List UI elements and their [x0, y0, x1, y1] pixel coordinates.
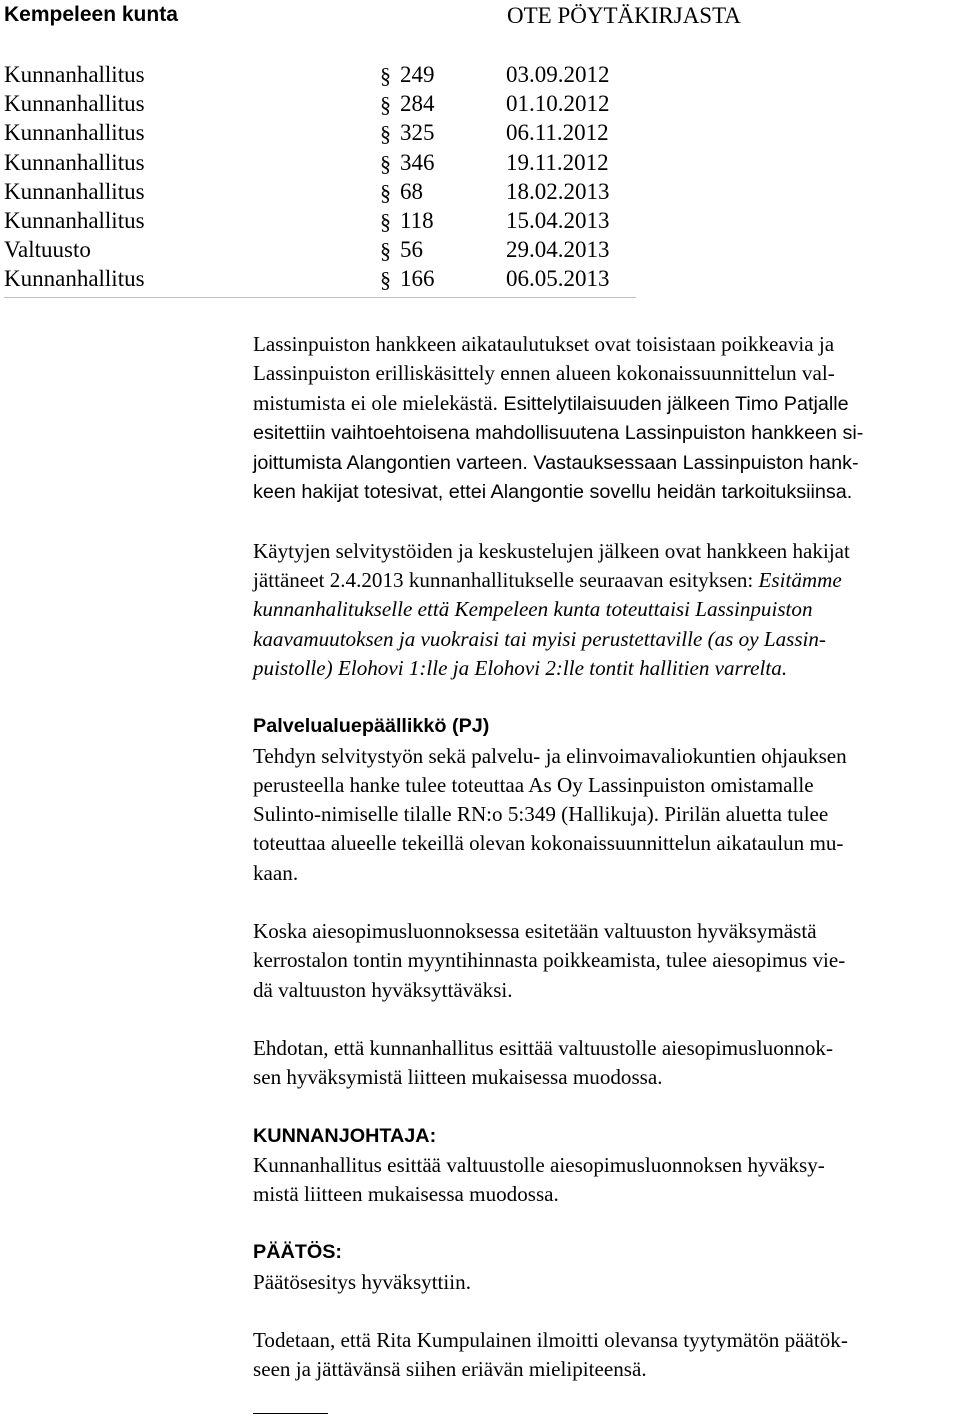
paragraph-decision: [253, 1238, 957, 1297]
meeting-row: [4, 60, 636, 89]
paragraph-area-manager: [253, 712, 957, 888]
text-line: dä valtuuston hyväksyttäväksi.: [253, 977, 513, 1002]
text-line: esitettiin vaihtoehtoisena mahdollisuutena Lassinpuiston hankkeen si-: [253, 421, 864, 444]
text-line: Ehdotan, että kunnanhallitus esittää valtuustolle aiesopimusluonnok-: [253, 1035, 833, 1060]
meeting-body: Kunnanhallitus: [4, 120, 145, 146]
text-line: Päätösesitys hyväksyttiin.: [253, 1269, 471, 1294]
meeting-body: Kunnanhallitus: [4, 149, 145, 175]
meeting-body: Kunnanhallitus: [4, 266, 145, 292]
text-line: mistä liitteen mukaisessa muodossa.: [253, 1182, 559, 1207]
section-sign: §: [380, 63, 391, 88]
section-number: 166: [400, 266, 435, 292]
meeting-row: [4, 177, 636, 206]
section-number: 325: [400, 120, 435, 146]
paragraph-dissent: [253, 1326, 957, 1385]
section-number: 68: [400, 178, 423, 204]
section-number: 118: [400, 207, 434, 233]
text-line: [253, 389, 957, 419]
meeting-body: Kunnanhallitus: [4, 91, 145, 117]
meeting-row: [4, 89, 636, 118]
paragraph-council-approval: [253, 917, 957, 1005]
section-sign: §: [380, 150, 391, 176]
meeting-date: 29.04.2013: [506, 237, 610, 263]
section-sign: §: [380, 121, 391, 147]
meeting-body: Valtuusto: [4, 237, 91, 263]
paragraph-mayor: [253, 1122, 957, 1210]
section-heading: KUNNANJOHTAJA:: [253, 1124, 437, 1147]
section-number: 249: [400, 62, 435, 87]
text-line: kerrostalon tontin myyntihinnasta poikkeamista, tulee aiesopimus vie-: [253, 948, 846, 973]
text-line: Sulinto-nimiselle tilalle RN:o 5:349 (Hallikuja). Pirilän aluetta tulee: [253, 802, 829, 827]
paragraph-motion: [253, 1034, 957, 1093]
text-line: puistolle) Elohovi 1:lle ja Elohovi 2:lle tontit hallitien varrelta.: [253, 655, 788, 680]
municipality-name: Kempeleen kunta: [4, 3, 178, 26]
section-sign: §: [380, 267, 391, 293]
text-line: Kunnanhallitus esittää valtuustolle aiesopimusluonnoksen hyväksy-: [253, 1152, 825, 1177]
meeting-date: 06.11.2012: [506, 120, 609, 146]
section-number: 346: [400, 149, 435, 175]
meeting-row: [4, 206, 636, 235]
meeting-body: Kunnanhallitus: [4, 207, 145, 233]
paragraph-proposal: [253, 537, 957, 683]
text-line: keen hakijat totesivat, ettei Alangontie sovellu heidän tarkoituksiinsa.: [253, 481, 853, 504]
meeting-row: [4, 235, 636, 264]
text-line: Todetaan, että Rita Kumpulainen ilmoitti olevansa tyytymätön päätök-: [253, 1328, 848, 1353]
protocol-body: [253, 330, 957, 1414]
text-segment: jättäneet 2.4.2013 kunnanhallitukselle seuraavan esityksen:: [253, 568, 759, 593]
meeting-date: 03.09.2012: [506, 62, 610, 87]
meeting-date: 01.10.2012: [506, 91, 610, 117]
meeting-date: 19.11.2012: [506, 149, 609, 175]
text-line: sen hyväksymistä liitteen mukaisessa muodossa.: [253, 1065, 663, 1090]
section-sign: §: [380, 208, 391, 234]
meeting-date: 15.04.2013: [506, 207, 610, 233]
text-line: perusteella hanke tulee toteuttaa As Oy Lassinpuiston omistamalle: [253, 772, 814, 797]
text-line: Lassinpuiston hankkeen aikataulutukset ovat toisistaan poikkeavia ja: [253, 332, 835, 356]
text-segment: joittumista Alangontien varteen.: [253, 452, 528, 475]
text-line: kaan.: [253, 860, 299, 885]
document-type: OTE PÖYTÄKIRJASTA: [507, 3, 741, 28]
section-heading: PÄÄTÖS:: [253, 1241, 343, 1264]
text-line: kaavamuutoksen ja vuokraisi tai myisi perustettaville (as oy Lassin-: [253, 626, 826, 651]
text-segment: Esitämme: [758, 568, 842, 593]
meeting-date: 18.02.2013: [506, 178, 610, 204]
text-line: Tehdyn selvitystyön sekä palvelu- ja elinvoimavaliokuntien ohjauksen: [253, 743, 847, 768]
text-line: seen ja jättävänsä siihen eriävän mielipiteensä.: [253, 1357, 647, 1382]
text-segment: mistumista ei ole mielekästä.: [253, 390, 498, 415]
meeting-reference-list: [4, 60, 636, 298]
text-segment: Vastauksessaan Lassinpuiston hank-: [527, 452, 859, 475]
text-line: kunnanhalitukselle että Kempeleen kunta toteuttaisi Lassinpuiston: [253, 597, 813, 622]
text-line: [253, 448, 957, 478]
text-line: toteuttaa alueelle tekeillä olevan kokonaissuunnittelun aikataulun mu-: [253, 831, 844, 856]
footnote-divider: [253, 1413, 328, 1414]
text-line: Koska aiesopimusluonnoksessa esitetään valtuuston hyväksymästä: [253, 919, 817, 944]
text-segment: Esittelytilaisuuden jälkeen Timo Patjalle: [497, 392, 849, 415]
text-line: [253, 566, 957, 595]
section-heading: Palvelualuepäällikkö (PJ): [253, 715, 490, 738]
meeting-row: [4, 264, 636, 293]
section-sign: §: [380, 238, 391, 264]
section-number: 56: [400, 237, 423, 263]
section-sign: §: [380, 92, 391, 118]
section-number: 284: [400, 91, 435, 117]
paragraph-background: [253, 330, 957, 508]
meeting-body: Kunnanhallitus: [4, 178, 145, 204]
meeting-body: Kunnanhallitus: [4, 62, 145, 87]
meeting-row: [4, 118, 636, 147]
meeting-date: 06.05.2013: [506, 266, 610, 292]
section-sign: §: [380, 179, 391, 205]
text-line: Lassinpuiston erilliskäsittely ennen alueen kokonaissuunnittelun val-: [253, 361, 835, 386]
text-line: Käytyjen selvitystöiden ja keskustelujen jälkeen ovat hankkeen hakijat: [253, 538, 850, 563]
meeting-row: [4, 148, 636, 177]
